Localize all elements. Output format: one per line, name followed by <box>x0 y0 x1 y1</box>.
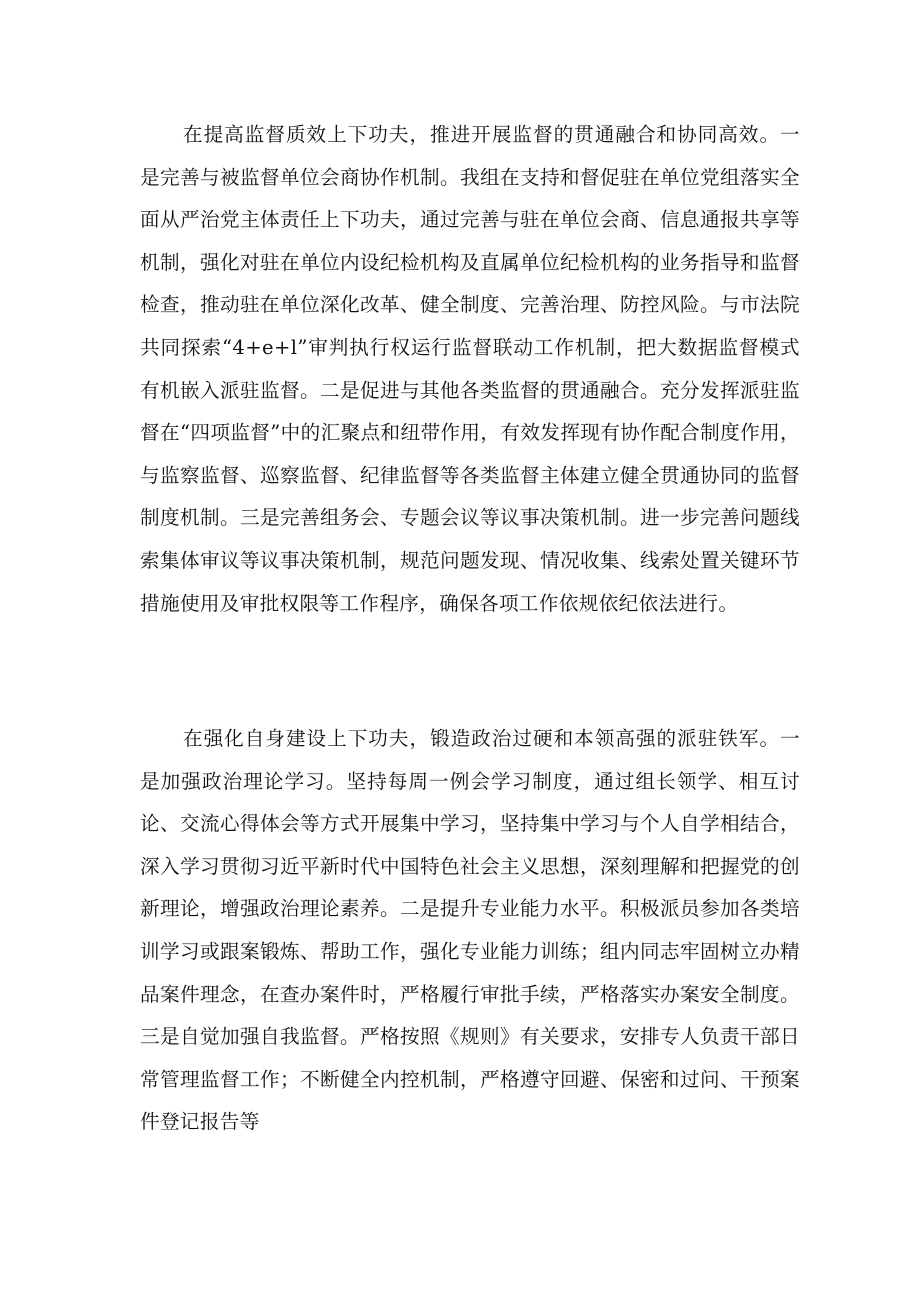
paragraph-self-construction: 在强化自身建设上下功夫，锻造政治过硬和本领高强的派驻铁军。一是加强政治理论学习。坚持每周一例会学习制度，通过组长领学、相互讨论、交流心得体会等方式开展集中学习，坚持集中学习与个人自学相结合，深入学习贯彻习近平新时代中国特色社会主义思想，深刻理解和把握党的创新理论，增强政治理论素养。二是提升专业能力水平。积极派员参加各类培训学习或跟案锻炼、帮助工作，强化专业能力训练；组内同志牢固树立办精品案件理念，在查办案件时，严格履行审批手续，严格落实办案安全制度。三是自觉加强自我监督。严格按照《规则》有关要求，安排专人负责干部日常管理监督工作；不断健全内控机制，严格遵守回避、保密和过问、干预案件登记报告等 <box>140 727 800 1134</box>
paragraph-supervision-efficiency: 在提高监督质效上下功夫，推进开展监督的贯通融合和协同高效。一是完善与被监督单位会商协作机制。我组在支持和督促驻在单位党组落实全面从严治党主体责任上下功夫，通过完善与驻在单位会商、信息通报共享等机制，强化对驻在单位内设纪检机构及直属单位纪检机构的业务指导和监督检查，推动驻在单位深化改革、健全制度、完善治理、防控风险。与市法院共同探索“4+e+l”审判执行权运行监督联动工作机制，把大数据监督模式有机嵌入派驻监督。二是促进与其他各类监督的贯通融合。充分发挥派驻监督在“四项监督”中的汇聚点和纽带作用，有效发挥现有协作配合制度作用，与监察监督、巡察监督、纪律监督等各类监督主体建立健全贯通协同的监督制度机制。三是完善组务会、专题会议等议事决策机制。进一步完善问题线索集体审议等议事决策机制，规范问题发现、情况收集、线索处置关键环节措施使用及审批权限等工作程序，确保各项工作依规依纪依法进行。 <box>140 123 800 615</box>
